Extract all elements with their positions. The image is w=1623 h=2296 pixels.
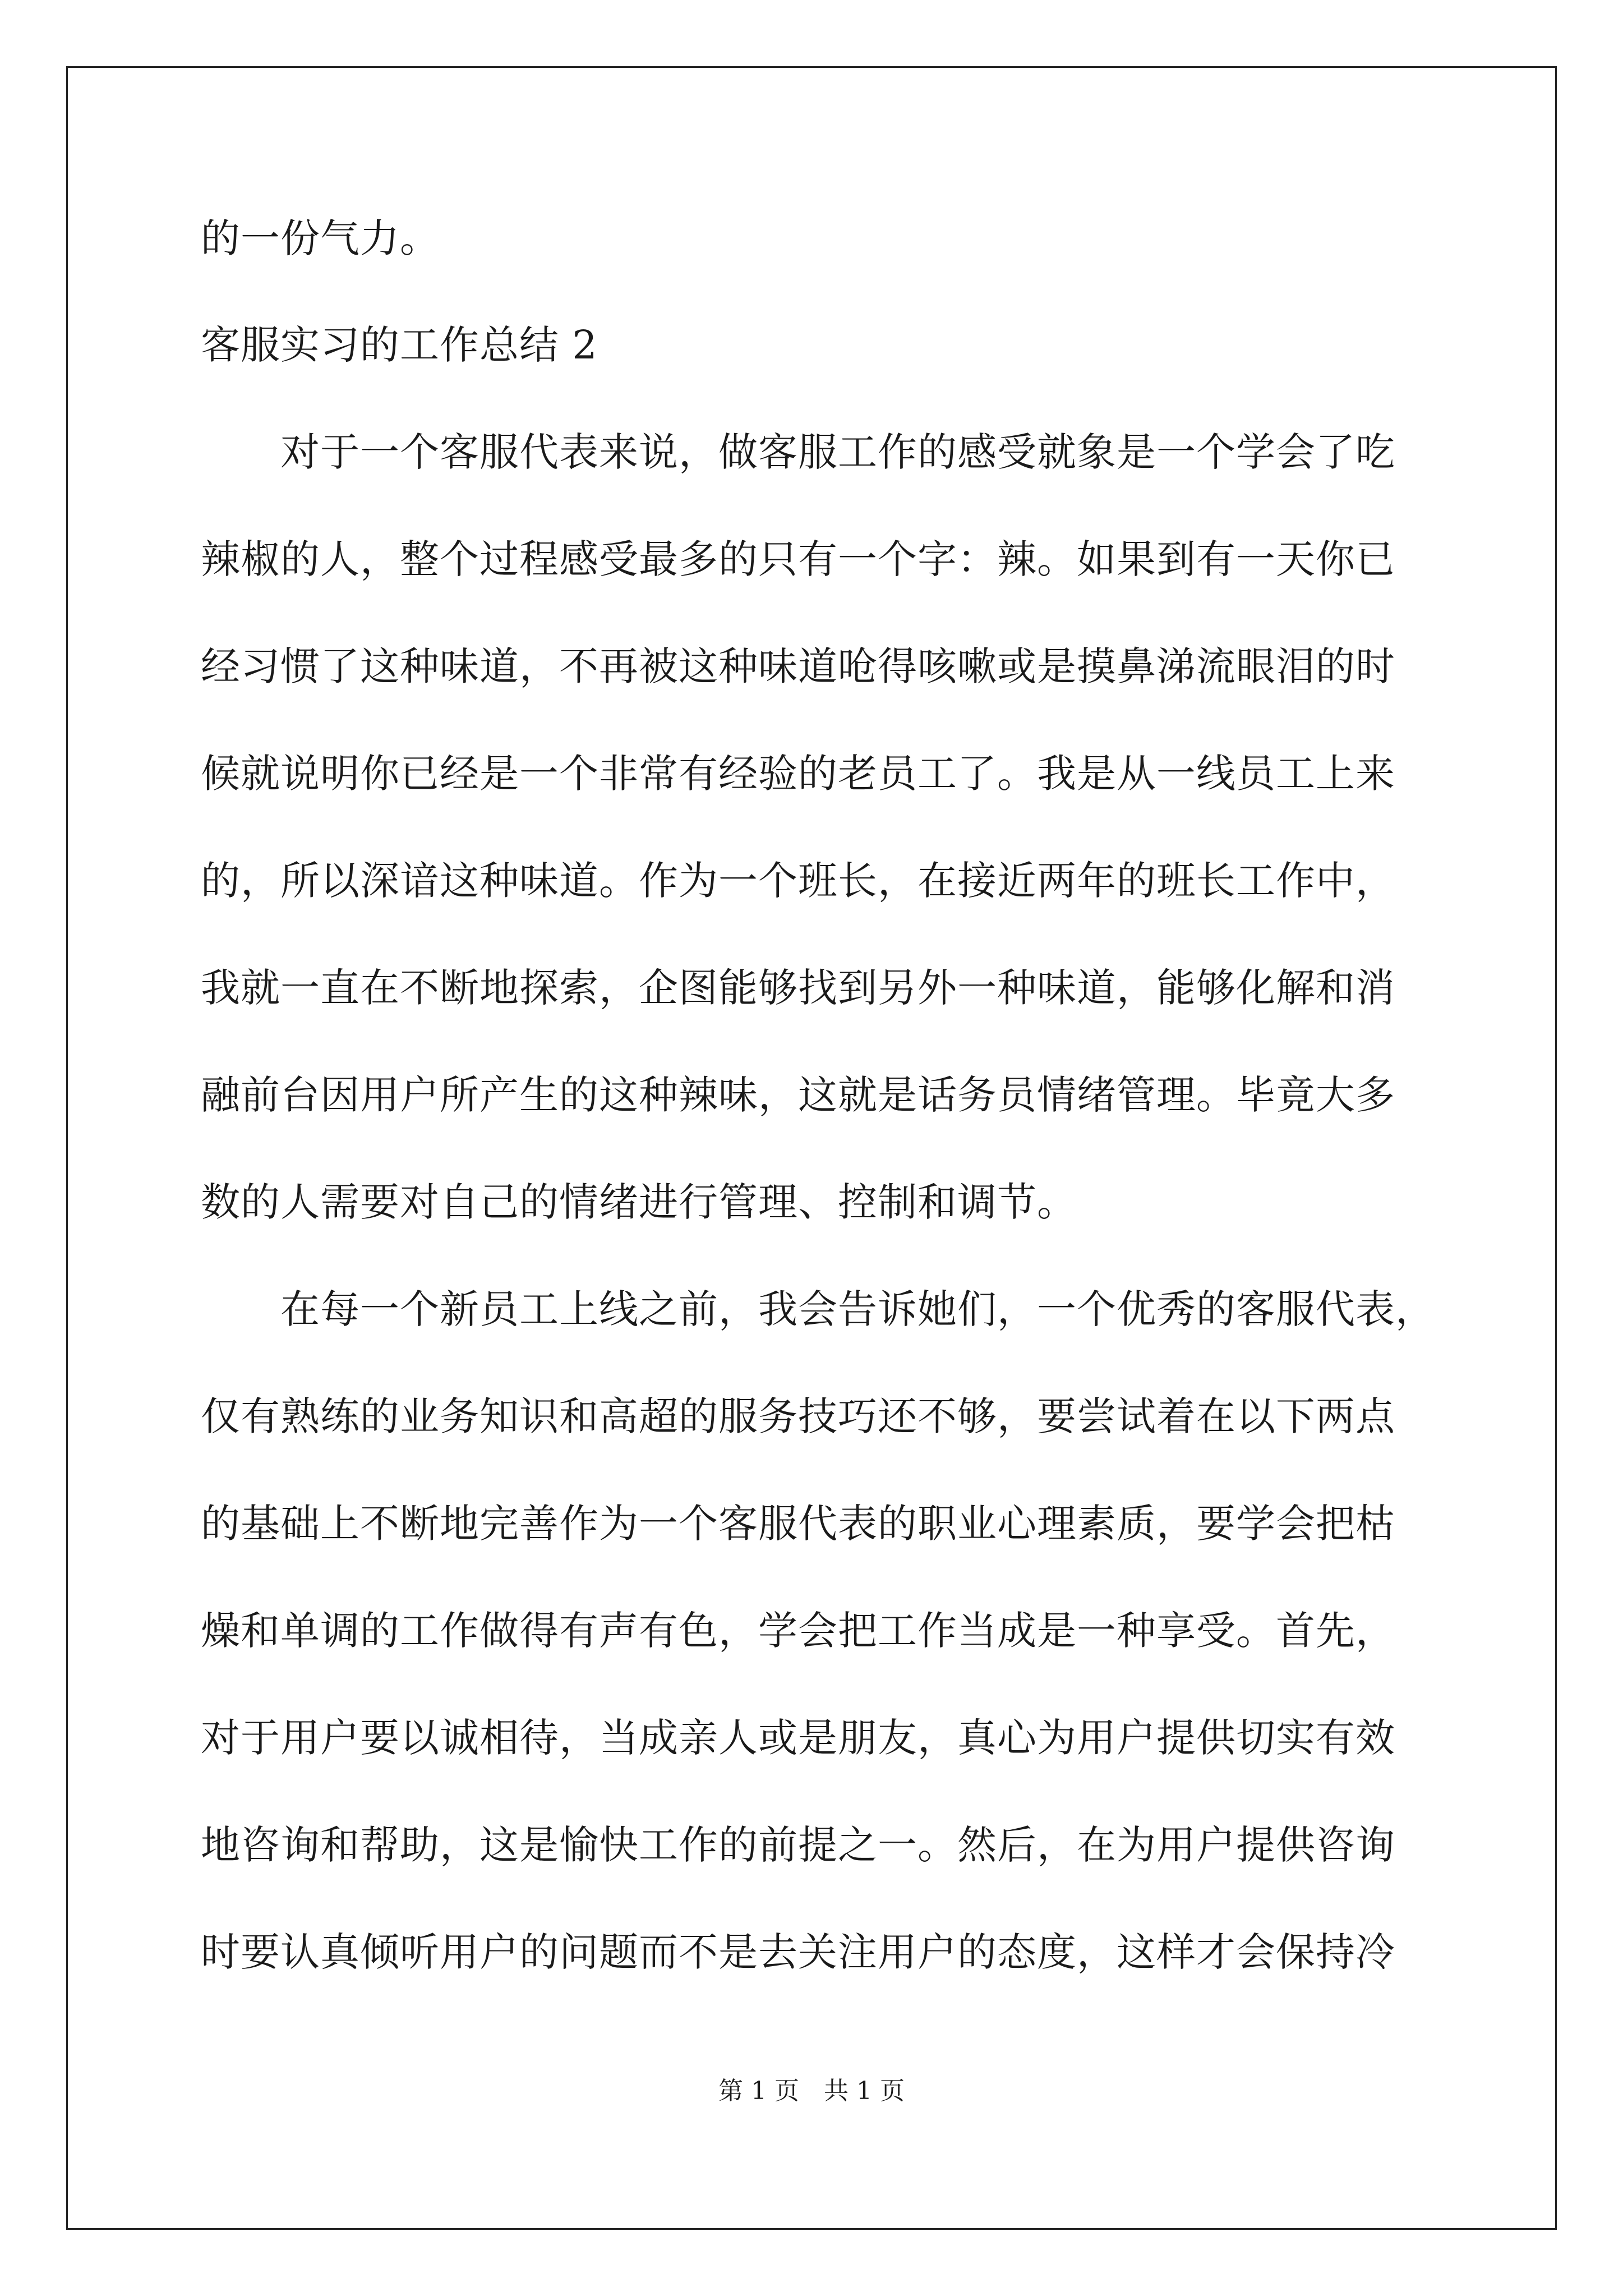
body-line-11: 在每一个新员工上线之前，我会告诉她们，一个优秀的客服代表， (201, 1286, 1435, 1332)
body-line-17: 时要认真倾听用户的问题而不是去关注用户的态度，这样才会保持冷 (201, 1929, 1395, 1975)
section-heading: 客服实习的工作总结 2 (201, 322, 598, 368)
page-footer (0, 2074, 1623, 2108)
page-number-label: 第 1 页 共 1 页 (718, 2077, 905, 2105)
body-line-6: 候就说明你已经是一个非常有经验的老员工了。我是从一线员工上来 (201, 751, 1395, 797)
page-border (66, 66, 1557, 2230)
body-line-12: 仅有熟练的业务知识和高超的服务技巧还不够，要尝试着在以下两点 (201, 1393, 1395, 1439)
body-line-15: 对于用户要以诚相待，当成亲人或是朋友，真心为用户提供切实有效 (201, 1715, 1395, 1761)
body-line-9: 融前台因用户所产生的这种辣味，这就是话务员情绪管理。毕竟大多 (201, 1072, 1395, 1118)
body-line-4: 辣椒的人，整个过程感受最多的只有一个字：辣。如果到有一天你已 (201, 536, 1395, 582)
body-line-5: 经习惯了这种味道，不再被这种味道呛得咳嗽或是摸鼻涕流眼泪的时 (201, 643, 1395, 689)
body-line-10: 数的人需要对自己的情绪进行管理、控制和调节。 (201, 1179, 1077, 1225)
body-line-7: 的，所以深谙这种味道。作为一个班长，在接近两年的班长工作中， (201, 858, 1395, 904)
body-line-14: 燥和单调的工作做得有声有色，学会把工作当成是一种享受。首先， (201, 1608, 1395, 1654)
body-line-16: 地咨询和帮助，这是愉快工作的前提之一。然后，在为用户提供咨询 (201, 1822, 1395, 1868)
body-line-1: 的一份气力。 (201, 215, 440, 261)
body-line-8: 我就一直在不断地探索，企图能够找到另外一种味道，能够化解和消 (201, 965, 1395, 1011)
body-line-13: 的基础上不断地完善作为一个客服代表的职业心理素质，要学会把枯 (201, 1501, 1395, 1547)
body-line-3: 对于一个客服代表来说，做客服工作的感受就象是一个学会了吃 (201, 429, 1395, 475)
